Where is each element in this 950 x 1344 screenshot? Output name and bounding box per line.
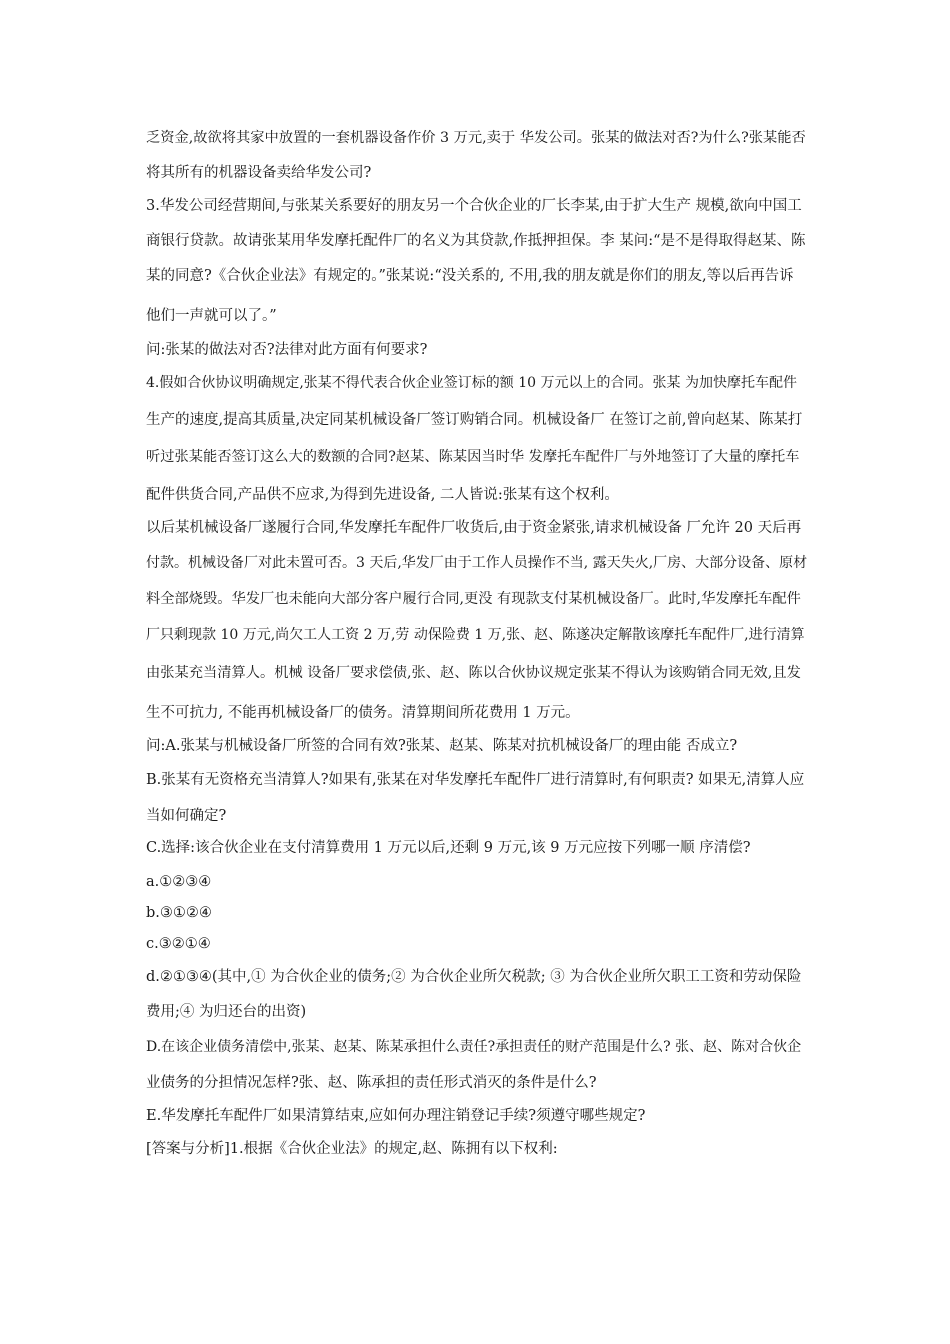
text-line: 厂只剩现款 10 万元,尚欠工人工资 2 万,劳 动保险费 1 万,张、赵、陈遂决定解散该摩托车配件厂,进行清算 (146, 627, 805, 643)
text-line: 由张某充当清算人。机械 设备厂要求偿债,张、赵、陈以合伙协议规定张某不得认为该购销合同无效,且发 (146, 665, 801, 681)
text-line: 生不可抗力, 不能再机械设备厂的债务。清算期间所花费用 1 万元。 (146, 705, 580, 721)
text-line: 4.假如合伙协议明确规定,张某不得代表合伙企业签订标的额 10 万元以上的合同。张某 为加快摩托车配件 (146, 375, 797, 391)
text-line: 费用;④ 为归还台的出资) (146, 1004, 307, 1020)
text-line: 乏资金,故欲将其家中放置的一套机器设备作价 3 万元,卖于 华发公司。张某的做法对否?为什么?张某能否 (146, 130, 806, 146)
text-line: 付款。机械设备厂对此未置可否。3 天后,华发厂由于工作人员操作不当, 露天失火,厂房、大部分设备、原材 (146, 555, 808, 571)
text-line: 他们一声就可以了。” (146, 308, 277, 324)
text-line: C.选择:该合伙企业在支付清算费用 1 万元以后,还剩 9 万元,该 9 万元应按下列哪一顺 序清偿? (146, 840, 751, 856)
text-line: d.②①③④(其中,① 为合伙企业的债务;② 为合伙企业所欠税款; ③ 为合伙企业所欠职工工资和劳动保险 (146, 969, 802, 985)
text-line: b.③①②④ (146, 905, 212, 921)
text-line: 听过张某能否签订这么大的数额的合同?赵某、陈某因当时华 发摩托车配件厂与外地签订了大量的摩托车 (146, 449, 800, 465)
text-line: 当如何确定? (146, 808, 227, 824)
text-line: 配件供货合同,产品供不应求,为得到先进设备, 二人皆说:张某有这个权利。 (146, 487, 619, 503)
text-line: [答案与分析]1.根据《合伙企业法》的规定,赵、陈拥有以下权利: (146, 1141, 558, 1157)
text-line: 问:A.张某与机械设备厂所签的合同有效?张某、赵某、陈某对抗机械设备厂的理由能 否成立? (146, 738, 738, 754)
text-line: c.③②①④ (146, 936, 211, 952)
text-line: 料全部烧毁。华发厂也未能向大部分客户履行合同,更没 有现款支付某机械设备厂。此时,华发摩托车配件 (146, 591, 801, 607)
text-line: 商银行贷款。故请张某用华发摩托配件厂的名义为其贷款,作抵押担保。李 某问:“是不是得取得赵某、陈 (146, 233, 806, 249)
text-line: 问:张某的做法对否?法律对此方面有何要求? (146, 342, 428, 358)
text-line: D.在该企业债务清偿中,张某、赵某、陈某承担什么责任?承担责任的财产范围是什么? 张、赵、陈对合伙企 (146, 1039, 802, 1055)
text-line: 生产的速度,提高其质量,决定同某机械设备厂签订购销合同。机械设备厂 在签订之前,曾向赵某、陈某打 (146, 412, 803, 428)
text-line: 3.华发公司经营期间,与张某关系要好的朋友另一个合伙企业的厂长李某,由于扩大生产 规模,欲向中国工 (146, 198, 802, 214)
text-line: E.华发摩托车配件厂如果清算结束,应如何办理注销登记手续?须遵守哪些规定? (146, 1108, 646, 1124)
text-line: 业债务的分担情况怎样?张、赵、陈承担的责任形式消灭的条件是什么? (146, 1075, 597, 1091)
text-line: 某的同意?《合伙企业法》有规定的。”张某说:“没关系的, 不用,我的朋友就是你们的朋友,等以后再告诉 (146, 268, 794, 284)
text-line: B.张某有无资格充当清算人?如果有,张某在对华发摩托车配件厂进行清算时,有何职责? 如果无,清算人应 (146, 772, 805, 788)
text-line: a.①②③④ (146, 874, 212, 890)
text-line: 以后某机械设备厂遂履行合同,华发摩托车配件厂收货后,由于资金紧张,请求机械设备 厂允许 20 天后再 (146, 520, 802, 536)
text-line: 将其所有的机器设备卖给华发公司? (146, 165, 372, 181)
